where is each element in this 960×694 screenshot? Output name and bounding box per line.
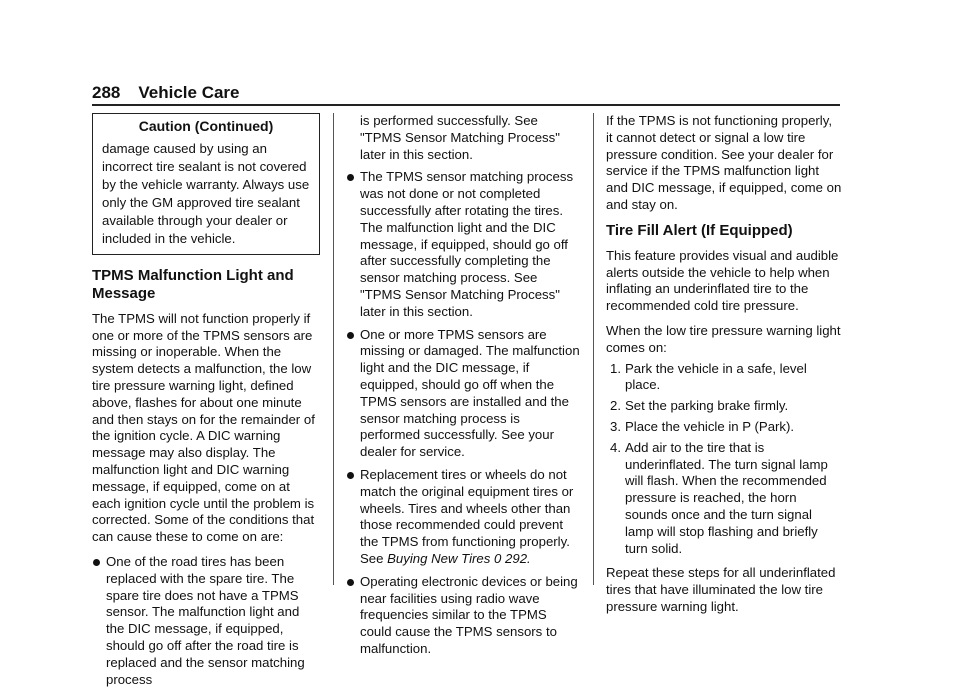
header-rule <box>92 104 840 106</box>
column-right <box>606 113 842 624</box>
list-item-text: Replacement tires or wheels do not match the original equipment tires or wheels. Tires and wheels other than those recommended could prevent the TPMS from functioning properly. See <box>360 466 574 566</box>
section-title: Vehicle Care <box>138 83 240 102</box>
step-item <box>606 440 842 558</box>
step-item <box>606 361 842 395</box>
tire-fill-lead: When the low tire pressure warning light comes on: <box>606 322 841 355</box>
column-divider <box>593 113 594 585</box>
list-item <box>346 327 580 461</box>
step-text: Add air to the tire that is underinflated. The turn signal lamp will flash. When the recommended pressure is reached, the horn sounds once and the turn signal lamp will stop flashing and briefly turn solid. <box>625 439 828 556</box>
step-number: 3. <box>610 418 621 434</box>
caution-body: damage caused by using an incorrect tire sealant is not covered by the vehicle warranty. Always use only the GM approved tire sealant available through your dealer or included in the vehicle. <box>102 140 310 246</box>
tpms-closing-paragraph: If the TPMS is not functioning properly, it cannot detect or signal a low tire pressure condition. See your dealer for service if the TPMS malfunction light and DIC message, if equipped, come on and stay on. <box>606 113 842 212</box>
list-item-text: Operating electronic devices or being near facilities using radio wave frequencies similar to the TPMS could cause the TPMS sensors to malfunction. <box>360 573 578 656</box>
caution-title: Caution (Continued) <box>138 118 274 134</box>
step-number: 2. <box>610 398 621 414</box>
step-text: Set the parking brake firmly. <box>625 398 789 414</box>
list-item <box>346 574 580 658</box>
step-item <box>606 398 842 415</box>
tire-fill-outro: Repeat these steps for all underinflated tires that have illuminated the low tire pressure warning light. <box>606 565 836 614</box>
step-text: Place the vehicle in P (Park). <box>625 418 795 434</box>
tire-fill-intro: This feature provides visual and audible alerts outside the vehicle to help when inflating an underinflated tire to the recommended cold tire pressure. <box>606 247 839 314</box>
caution-box <box>92 113 320 255</box>
column-left <box>92 113 320 694</box>
page-number: 288 <box>92 83 121 102</box>
list-item-text: One or more TPMS sensors are missing or damaged. The malfunction light and the DIC message, if equipped, should go off when the TPMS sensors are installed and the sensor matching process is performed successfully. See your dealer for service. <box>360 326 580 460</box>
list-item <box>346 169 580 320</box>
bullet-icon <box>347 174 354 181</box>
cross-reference-link[interactable]: Buying New Tires <box>387 550 491 566</box>
list-item-text: The TPMS sensor matching process was not done or not completed successfully after rotating the tires. The malfunction light and the DIC message, if equipped, should go off after successfully completing the sensor matching process. See "TPMS Sensor Matching Process" later in this section. <box>360 169 574 319</box>
column-middle <box>346 113 580 664</box>
list-item-text: One of the road tires has been replaced with the spare tire. The spare tire does not have a TPMS sensor. The malfunction light and the DIC message, if equipped, should go off after the road tire is replaced and the sensor matching process <box>106 553 305 687</box>
bullet-icon <box>347 579 354 586</box>
step-number: 1. <box>610 360 621 376</box>
tpms-conditions-list <box>92 554 320 688</box>
tire-fill-alert-heading: Tire Fill Alert (If Equipped) <box>606 221 793 239</box>
bullet-icon <box>347 332 354 339</box>
list-item-continuation: is performed successfully. See "TPMS Sensor Matching Process" later in this section. <box>360 113 560 162</box>
list-item <box>346 467 580 568</box>
tpms-intro: The TPMS will not function properly if one or more of the TPMS sensors are missing or inoperable. When the system detects a malfunction, the low tire pressure warning light, defined above, flashes for about one minute and then stays on for the remainder of the ignition cycle. A DIC warning message may also display. The malfunction light and DIC warning message, if equipped, come on at each ignition cycle until the problem is corrected. Some of the conditions that can cause these to come on are: <box>92 310 315 545</box>
step-item <box>606 419 842 436</box>
step-text: Park the vehicle in a safe, level place. <box>625 360 807 393</box>
bullet-icon <box>93 559 100 566</box>
cross-reference-page[interactable]: 0 292. <box>494 550 531 566</box>
page-header <box>92 83 240 103</box>
column-divider <box>333 113 334 585</box>
tpms-conditions-list-continued <box>346 169 580 657</box>
tire-fill-steps <box>606 361 842 558</box>
step-number: 4. <box>610 439 621 455</box>
tpms-malfunction-heading: TPMS Malfunction Light and Message <box>92 266 294 302</box>
list-item <box>92 554 320 688</box>
bullet-icon <box>347 472 354 479</box>
